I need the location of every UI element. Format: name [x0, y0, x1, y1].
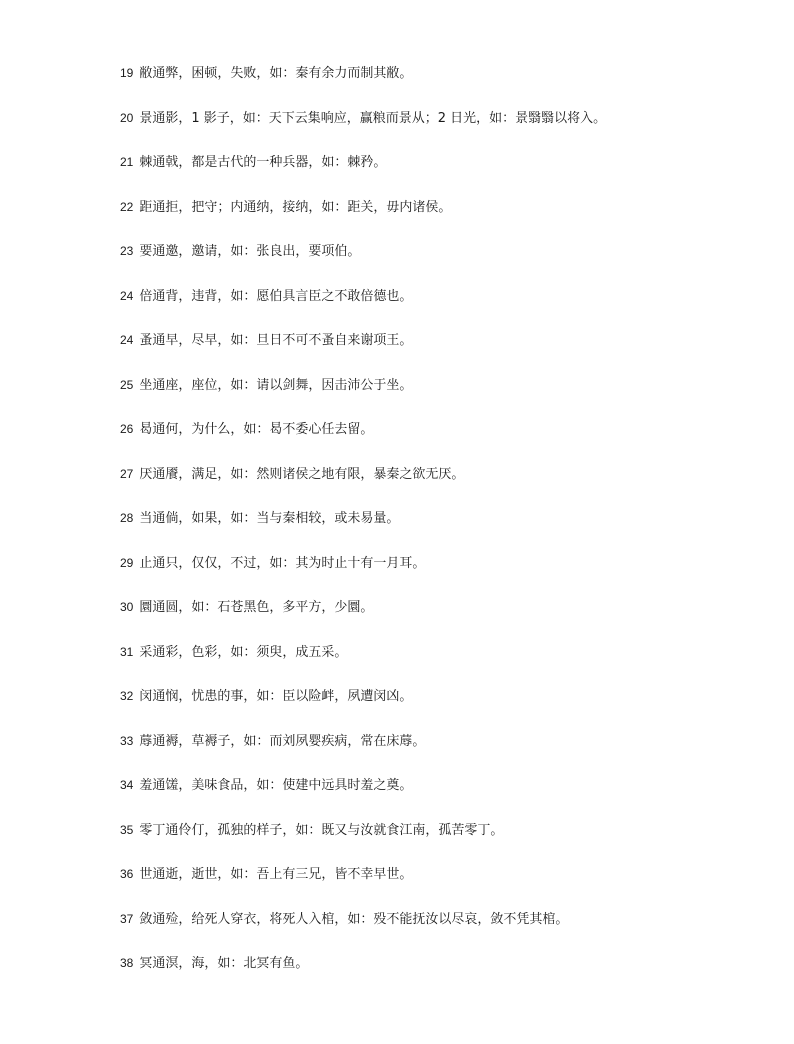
entry-text: 世通逝，逝世，如：吾上有三兄，皆不幸早世。 — [139, 867, 413, 882]
list-item — [120, 240, 606, 285]
entry-number: 34 — [120, 778, 134, 792]
entry-number: 29 — [120, 555, 134, 570]
entry-text: 圜通圆，如：石苍黑色，多平方，少圜。 — [139, 600, 374, 615]
entry-number: 33 — [120, 733, 134, 748]
entry-text: 棘通戟，都是古代的一种兵器，如：棘矜。 — [139, 155, 387, 170]
list-item — [120, 463, 606, 508]
entry-number: 35 — [120, 822, 134, 837]
entry-text: 当通倘，如果，如：当与秦相较，或未易量。 — [139, 511, 400, 526]
entry-number: 21 — [120, 155, 134, 169]
entry-number: 24 — [120, 333, 134, 347]
entry-text: 倍通背，违背，如：愿伯具言臣之不敢倍德也。 — [139, 288, 413, 304]
entry-number: 36 — [120, 867, 134, 881]
list-item — [120, 62, 606, 107]
entry-text: 坐通座，座位，如：请以剑舞，因击沛公于坐。 — [139, 377, 413, 393]
list-item — [120, 374, 606, 419]
entry-text: 止通只，仅仅，不过，如：其为时止十有一月耳。 — [139, 555, 426, 571]
entry-text: 蓐通褥，草褥子，如：而刘夙婴疾病，常在床蓐。 — [139, 733, 426, 749]
list-item — [120, 507, 606, 552]
entry-number: 20 — [120, 110, 134, 125]
entry-text: 敝通弊，困顿，失败，如：秦有余力而制其敝。 — [139, 66, 413, 81]
entry-text: 景通影，1 影子，如：天下云集响应，赢粮而景从；2 日光，如：景翳翳以将入。 — [139, 110, 607, 126]
entry-text: 要通邀，邀请，如：张良出，要项伯。 — [139, 244, 361, 259]
entry-number: 25 — [120, 377, 134, 392]
list-item — [120, 952, 606, 997]
list-item — [120, 596, 606, 641]
entry-text: 采通彩，色彩，如：须臾，成五采。 — [139, 644, 348, 660]
entry-text: 厌通餍，满足，如：然则诸侯之地有限，暴秦之欲无厌。 — [139, 466, 465, 482]
list-item — [120, 552, 606, 597]
entry-text: 距通拒，把守；内通纳，接纳，如：距关，毋内诸侯。 — [139, 199, 452, 215]
list-item — [120, 418, 606, 463]
list-item — [120, 285, 606, 330]
entry-number: 19 — [120, 66, 134, 80]
entry-number: 30 — [120, 600, 134, 614]
entry-text: 闵通悯，忧患的事，如：臣以险衅，夙遭闵凶。 — [139, 689, 413, 704]
entry-text: 羞通馐，美味食品，如：使建中远具时羞之奠。 — [139, 778, 413, 793]
entry-text: 敛通殓，给死人穿衣，将死人入棺，如：殁不能抚汝以尽哀，敛不凭其棺。 — [139, 911, 569, 927]
entry-number: 23 — [120, 244, 134, 258]
entry-text: 曷通何，为什么，如：曷不委心任去留。 — [139, 422, 374, 437]
entry-number: 26 — [120, 422, 134, 436]
entry-number: 22 — [120, 199, 134, 214]
list-item — [120, 107, 606, 152]
entry-text: 冥通溟，海，如：北冥有鱼。 — [139, 956, 309, 971]
entry-number: 27 — [120, 466, 134, 481]
entry-number: 37 — [120, 911, 134, 926]
list-item — [120, 685, 606, 730]
entry-number: 31 — [120, 644, 134, 659]
entry-list — [120, 62, 606, 997]
entry-number: 32 — [120, 689, 134, 703]
entry-number: 38 — [120, 956, 134, 970]
entry-number: 28 — [120, 511, 134, 525]
list-item — [120, 908, 606, 953]
list-item — [120, 730, 606, 775]
list-item — [120, 641, 606, 686]
list-item — [120, 774, 606, 819]
list-item — [120, 196, 606, 241]
entry-number: 24 — [120, 288, 134, 303]
list-item — [120, 329, 606, 374]
entry-text: 零丁通伶仃，孤独的样子，如：既又与汝就食江南，孤苦零丁。 — [139, 822, 504, 838]
entry-text: 蚤通早，尽早，如：旦日不可不蚤自来谢项王。 — [139, 333, 413, 348]
list-item — [120, 151, 606, 196]
list-item — [120, 863, 606, 908]
list-item — [120, 819, 606, 864]
